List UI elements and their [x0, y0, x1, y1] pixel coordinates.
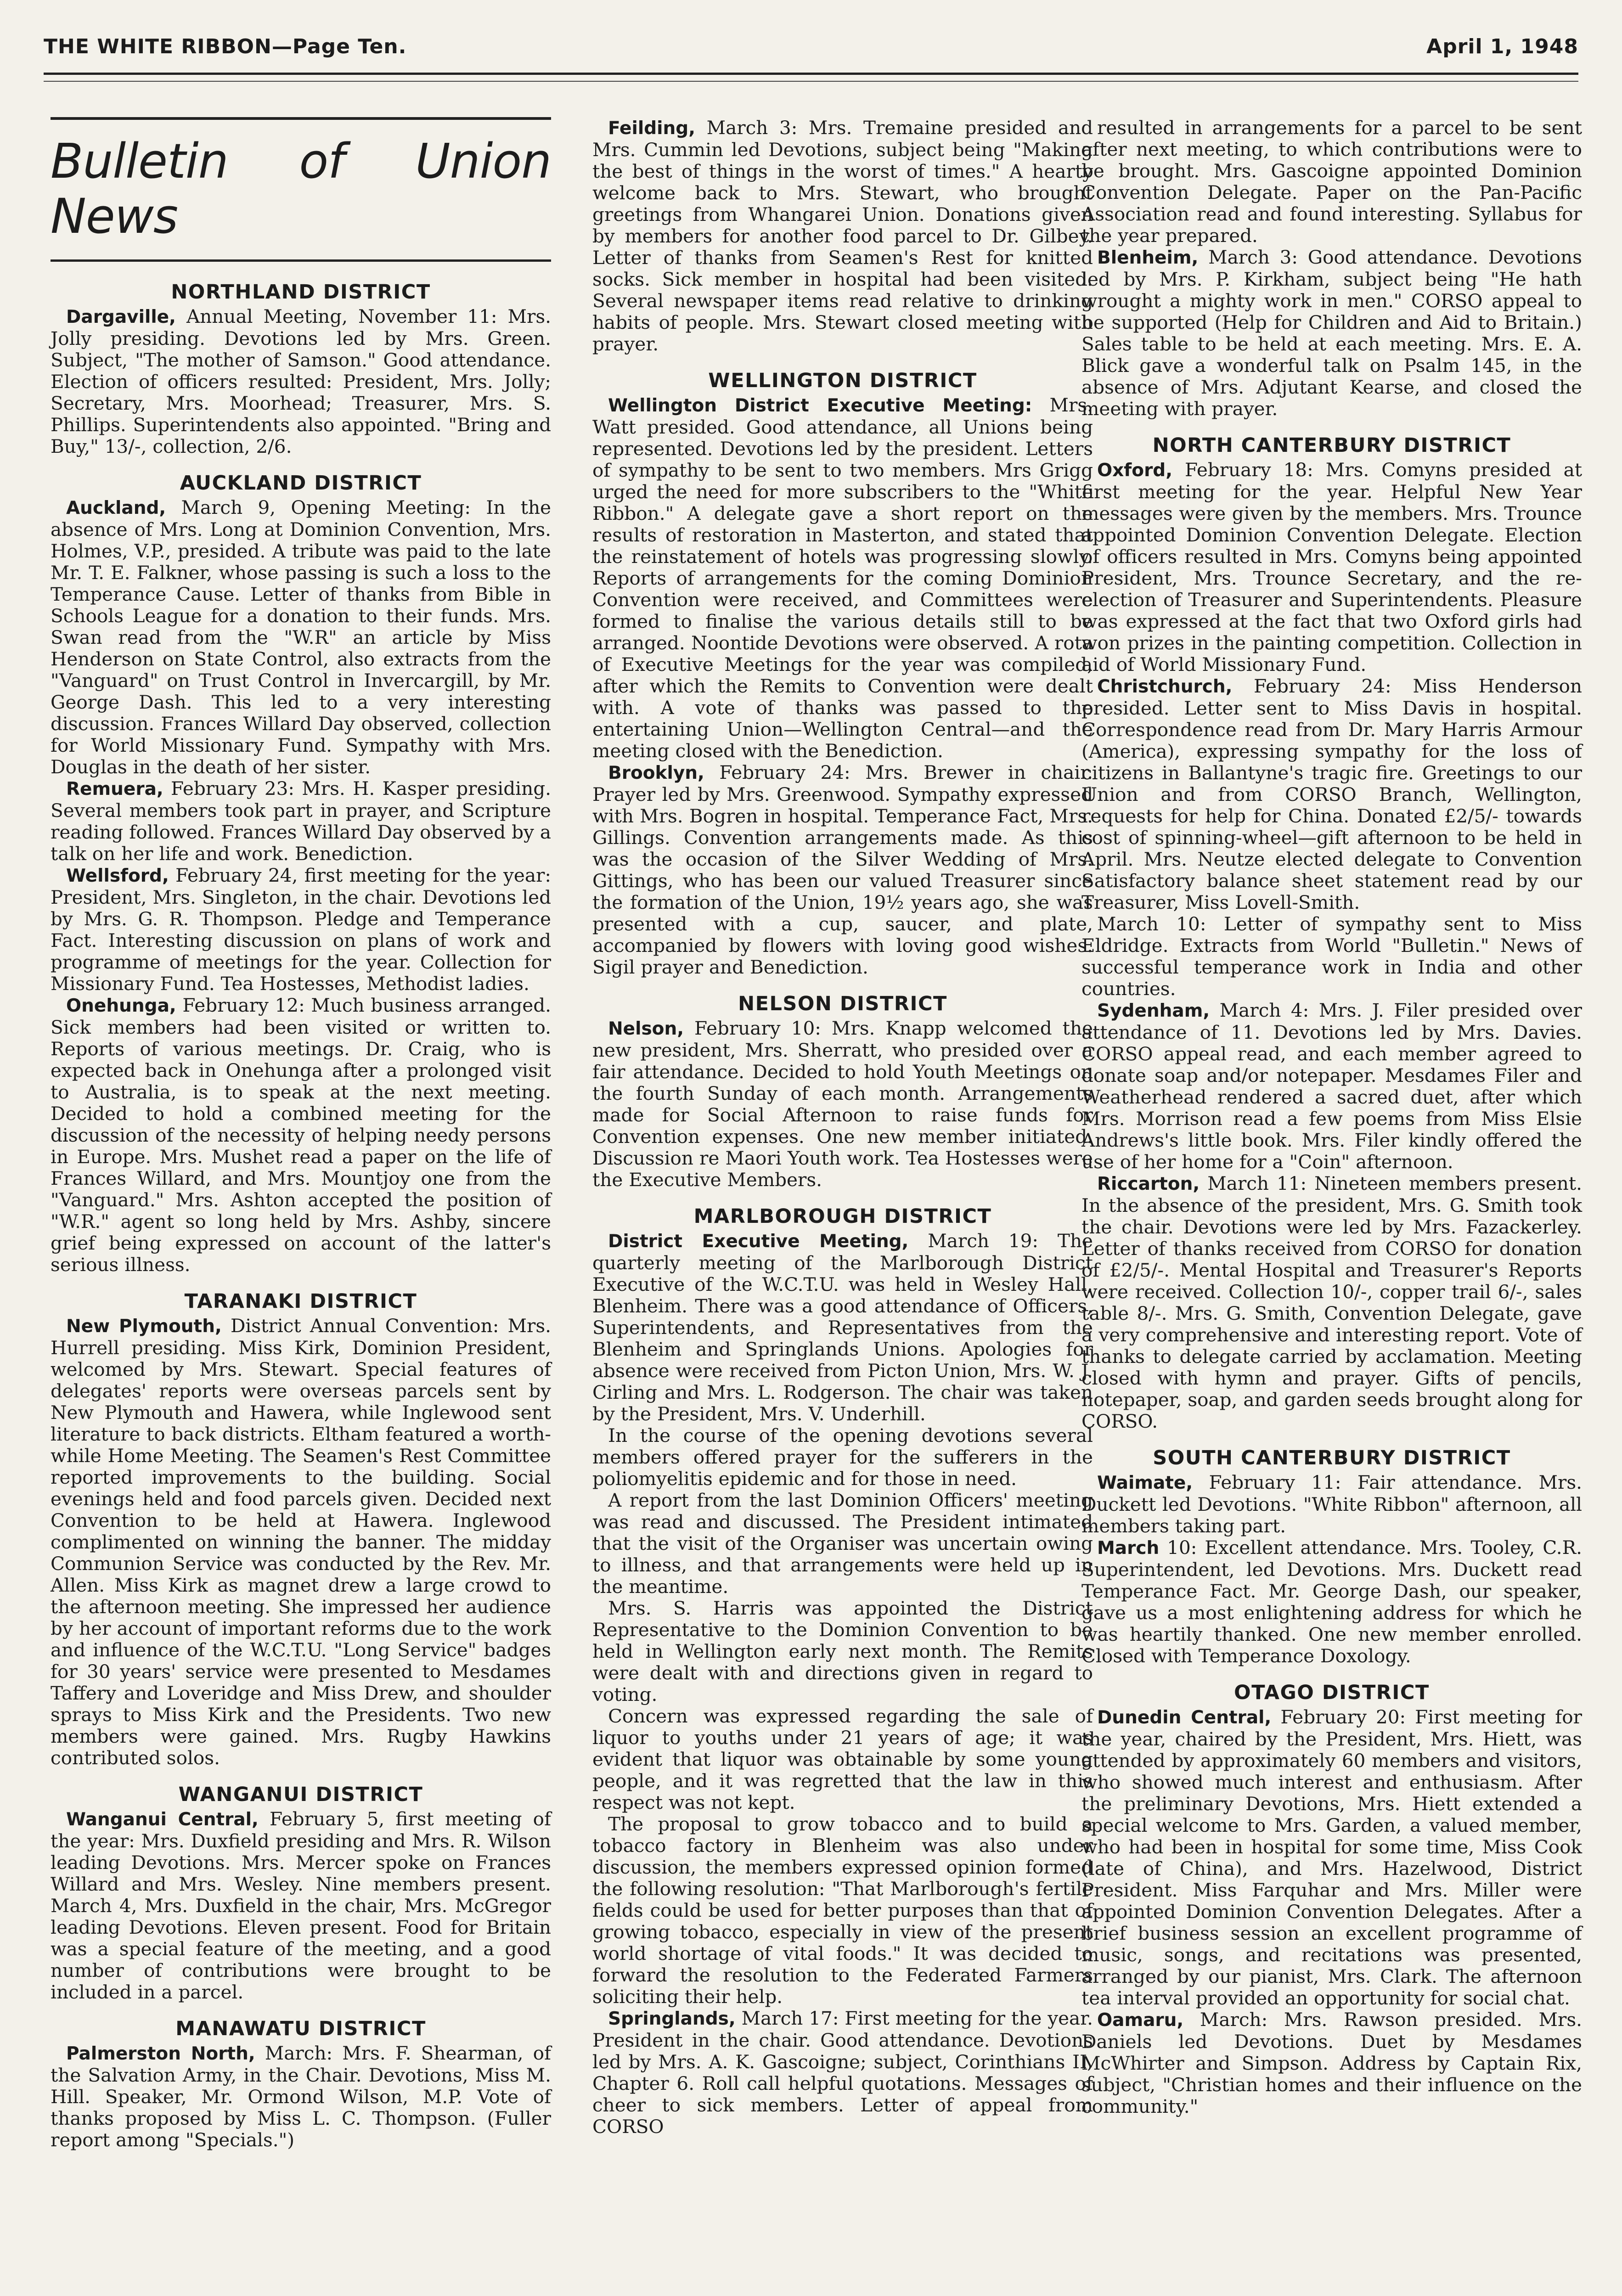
union-report [592, 1230, 1093, 1425]
union-report [1081, 117, 1582, 247]
union-name: Dunedin Central, [1097, 1707, 1272, 1728]
union-report [1081, 2009, 1582, 2117]
district-section [51, 2017, 551, 2151]
union-name: Sydenham, [1097, 1001, 1210, 1021]
union-report [592, 1425, 1093, 1490]
report-text: February 24, first meeting for the year: President, Mrs. Singleton, in the chair. Devotions led by Mrs. G. R. Thompson. Pledge and Temperance Fact. Interesting discussion on plans of work and programme of meetings for the year. Collection for Missionary Fund. Tea Hostesses, Methodist ladies. [51, 864, 551, 995]
union-name: Onehunga, [66, 996, 176, 1016]
union-name: Oxford, [1097, 460, 1173, 481]
district-heading: NORTH CANTERBURY DISTRICT [1152, 434, 1511, 457]
report-text: February 24: Mrs. Brewer in chair. Prayer led by Mrs. Greenwood. Sympathy expressed with Mrs. Bogren in hospital. Temperance Fact, Mrs. Gillings. Convention arrangements made. As this was the occasion of the Silver Wedding of Mrs. Gittings, who has been our valued Treasurer since the formation of the Union, 19½ years ago, she was presented with a cup, saucer, and plate, accompanied by flowers with loving good wishes. Sigil prayer and Benediction. [592, 761, 1093, 978]
masthead-rule [44, 73, 1578, 75]
district-heading: WANGANUI DISTRICT [178, 1783, 423, 1806]
report-text: February 18: Mrs. Comyns presided at first meeting for the year. Helpful New Year messages were given by the members. Mrs. Trounce appointed Dominion Convention Delegate. Election of officers resulted in Mrs. Comyns being appointed President, Mrs. Trounce Secretary, and the re-election of Treasurer and Superintendents. Pleasure was expressed at the fact that two Oxford girls had won prizes in the painting competition. Collection in aid of World Missionary Fund. [1081, 459, 1582, 675]
district-section [1081, 433, 1582, 1432]
district-heading: WELLINGTON DISTRICT [708, 369, 977, 392]
district-heading: TARANAKI DISTRICT [184, 1290, 417, 1313]
report-text: March: Mrs. Rawson presided. Mrs. Daniels led Devotions. Duet by Mesdames McWhirter and Simpson. Address by Captain Rix, subject, "Christian homes and their influence on the community." [1081, 2009, 1582, 2117]
district-section [1081, 1446, 1582, 1667]
union-report [1081, 1706, 1582, 2009]
union-name: Auckland, [66, 498, 166, 518]
union-name: Springlands, [608, 2009, 736, 2029]
union-report [51, 778, 551, 865]
district-heading: MARLBOROUGH DISTRICT [693, 1205, 992, 1228]
union-report [51, 306, 551, 457]
column-3 [1081, 117, 1582, 2131]
union-name: Remuera, [66, 779, 163, 799]
union-report [1081, 1173, 1582, 1432]
union-report [592, 1705, 1093, 1813]
union-report [1081, 247, 1582, 420]
report-text: March 19: The quarterly meeting of the Marlborough District Executive of the W.C.T.U. was held in Wesley Hall, Blenheim. There was a good attendance of Officers, Superintendents, and Representatives from the Blenheim and Springlands Unions. Apologies for absence were received from Picton Union, Mrs. W. J. Cirling and Mrs. L. Rodgerson. The chair was taken by the President, Mrs. V. Underhill. [592, 1230, 1093, 1425]
report-text: Annual Meeting, November 11: Mrs. Jolly presiding. Devotions led by Mrs. Green. Subject, "The mother of Samson." Good attendance. Election of officers resulted: President, Mrs. Jolly; Secretary, Mrs. Moorhead; Treasurer, Mrs. S. Phillips. Superintendents also appointed. "Bring and Buy," 13/-, collection, 2/6. [51, 305, 551, 457]
district-section [592, 1204, 1093, 2138]
report-text: February 5, first meeting of the year: Mrs. Duxfield presiding and Mrs. R. Wilson leading Devotions. Mrs. Mercer spoke on Frances Willard and Mrs. Wesley. Nine members present. March 4, Mrs. Duxfield in the chair, Mrs. McGregor leading Devotions. Eleven present. Food for Britain was a special feature of the meeting, and a good number of contributions were brought to be included in a parcel. [51, 1808, 551, 2003]
union-name: Wellington District Executive Meeting: [608, 395, 1032, 416]
district-section [1081, 117, 1582, 420]
union-name: District Executive Meeting, [608, 1231, 909, 1252]
union-report [51, 1808, 551, 2003]
union-name: Blenheim, [1097, 248, 1199, 268]
report-text: March 3: Good attendance. Devotions led by Mrs. P. Kirkham, subject being "He hath wrought a mighty work in men." CORSO appeal to be supported (Help for Children and Aid to Britain.) Sales table to be held at each meeting. Mrs. E. A. Blick gave a wonderful talk on Psalm 145, in the absence of Mrs. Adjutant Kearse, and closed the meeting with prayer. [1081, 246, 1582, 420]
union-report [1081, 675, 1582, 913]
report-text: March: Mrs. F. Shearman, of the Salvation Army, in the Chair. Devotions, Miss M. Hill. Speaker, Mr. Ormond Wilson, M.P. Vote of thanks proposed by Miss L. C. Thompson. (Fuller report among "Specials.") [51, 2042, 551, 2151]
district-section [51, 1289, 551, 1769]
union-report [592, 762, 1093, 978]
union-report [51, 1315, 551, 1769]
union-report [1081, 459, 1582, 675]
union-name: Christchurch, [1097, 676, 1233, 697]
report-text: resulted in arrangements for a parcel to be sent after next meeting, to which contributions were to be brought. Mrs. Gascoigne appointed Dominion Convention Delegate. Paper on the Pan-Pacific Association read and found interesting. Syllabus for the year prepared. [1081, 117, 1582, 247]
report-text: February 24: Miss Henderson presided. Letter sent to Miss Davis in hospital. Correspondence read from Dr. Mary Harris Armour (America), expressing sympathy for the loss of citizens in Ballantyne's tragic fire. Greetings to our Union and from CORSO Branch, Wellington, requests for help for China. Donated £2/5/- towards cost of spinning-wheel—gift afternoon to be held in April. Mrs. Neutze elected delegate to Convention Satisfactory balance sheet statement read by our Treasurer, Miss Lovell-Smith. [1081, 675, 1582, 913]
district-heading: NELSON DISTRICT [738, 992, 947, 1015]
union-report [592, 1018, 1093, 1191]
masthead [44, 27, 1578, 68]
district-section [1081, 1681, 1582, 2117]
report-text: March 11: Nineteen members present. In the absence of the president, Mrs. G. Smith took the chair. Devotions were led by Mrs. Fazackerley. Letter of thanks received from CORSO for donation of £2/5/-. Mental Hospital and Treasurer's Reports were received. Collection 10/-, copper trail 6/-, sales table 8/-. Mrs. G. Smith, Convention Delegate, gave a very comprehensive and interesting report. Vote of thanks to delegate carried by acclamation. Meeting closed with hymn and prayer. Gifts of pencils, notepaper, soap, and garden seeds brought along for CORSO. [1081, 1172, 1582, 1432]
report-text: March 10: Letter of sympathy sent to Miss Eldridge. Extracts from World "Bulletin." News of successful temperance work in India and other countries. [1081, 913, 1582, 1000]
union-report [1081, 1537, 1582, 1667]
union-report [51, 865, 551, 995]
union-name: Brooklyn, [608, 763, 704, 783]
union-report [592, 1813, 1093, 2008]
union-name: Riccarton, [1097, 1174, 1200, 1194]
union-name: Wanganui Central, [66, 1809, 259, 1830]
report-text: February 10: Mrs. Knapp welcomed the new president, Mrs. Sherratt, who presided over a fair attendance. Decided to hold Youth Meetings on the fourth Sunday of each month. Arrangements made for Social Afternoon to raise funds for Convention expenses. One new member initiated. Discussion re Maori Youth work. Tea Hostesses were the Executive Members. [592, 1017, 1093, 1191]
union-name: New Plymouth, [66, 1316, 222, 1337]
union-name: March [1097, 1538, 1160, 1559]
report-text: March 17: First meeting for the year. President in the chair. Good attendance. Devotions led by Mrs. A. K. Gascoigne; subject, Corinthians II, Chapter 6. Roll call helpful quotations. Messages of cheer to sick members. Letter of appeal from CORSO [592, 2007, 1093, 2138]
district-section [51, 280, 551, 457]
report-text: March 9, Opening Meeting: In the absence of Mrs. Long at Dominion Convention, Mrs. Holmes, V.P., presided. A tribute was paid to the late Mr. T. E. Falkner, whose passing is such a loss to the Temperance Cause. Letter of thanks from Bible in Schools League for a donation to their funds. Mrs. Swan read from the "W.R" an article by Miss Henderson on State Control, also extracts from the "Vanguard" on Trust Control in Invercargill, by Mr. George Dash. This led to a very interesting discussion. Frances Willard Day observed, collection for World Missionary Fund. Sympathy with Mrs. Douglas in the death of her sister. [51, 496, 551, 778]
union-report [51, 2043, 551, 2151]
report-text: Mrs. S. Harris was appointed the District Representative to the Dominion Convention to be held in Wellington early next month. The Remits were dealt with and directions given in regard to voting. [592, 1597, 1093, 1705]
district-heading: MANAWATU DISTRICT [175, 2017, 426, 2040]
report-text: 10: Excellent attendance. Mrs. Tooley, C.R. Superintendent, led Devotions. Mrs. Duckett read Temperance Fact. Mr. George Dash, our speaker, gave us a most enlightening address for which he was heartily thanked. One new member enrolled. Closed with Temperance Doxology. [1081, 1536, 1582, 1667]
district-heading: SOUTH CANTERBURY DISTRICT [1153, 1446, 1511, 1469]
column-1 [51, 117, 551, 2165]
union-report [592, 1490, 1093, 1598]
union-name: Palmerston North, [66, 2043, 255, 2064]
union-name: Wellsford, [66, 866, 169, 886]
union-report [1081, 1000, 1582, 1173]
report-text: The proposal to grow tobacco and to build a tobacco factory in Blenheim was also under discussion, the members expressed opinion formed the following resolution: "That Marlborough's fertile fields could be used for better purposes than that of growing tobacco, especially in view of the present world shortage of vital foods." It was decided to forward the resolution to the Federated Farmers soliciting their help. [592, 1813, 1093, 2008]
report-text: March 4: Mrs. J. Filer presided over attendance of 11. Devotions led by Mrs. Davies. CORSO appeal read, and each member agreed to donate soap and/or notepaper. Mesdames Filer and Weatherhead rendered a sacred duet, after which Mrs. Morrison read a few poems from Miss Elsie Andrews's little book. Mrs. Filer kindly offered the use of her home for a "Coin" afternoon. [1081, 999, 1582, 1173]
bulletin-title: Bulletin of Union News [51, 133, 551, 244]
report-text: March 3: Mrs. Tremaine presided and Mrs. Cummin led Devotions, subject being "Making the best of things in the worst of times." A hearty welcome back to Mrs. Stewart, who brought greetings from Whangarei Union. Donations given by members for another food parcel to Dr. Gilbey. Letter of thanks from Seamen's Rest for knitted socks. Sick member in hospital had been visited. Several newspaper items read relative to drinking habits of people. Mrs. Stewart closed meeting with prayer. [592, 117, 1093, 355]
union-report [592, 394, 1093, 762]
union-report [592, 2008, 1093, 2138]
district-section [592, 992, 1093, 1191]
issue-date: April 1, 1948 [1426, 35, 1578, 58]
report-text: February 11: Fair attendance. Mrs. Duckett led Devotions. "White Ribbon" afternoon, all members taking part. [1081, 1471, 1582, 1537]
column-2 [592, 117, 1093, 2151]
district-section [592, 369, 1093, 978]
union-report [51, 995, 551, 1276]
union-report [1081, 1472, 1582, 1537]
district-heading: AUCKLAND DISTRICT [180, 472, 422, 495]
report-text: In the course of the opening devotions several members offered prayer for the sufferers in the poliomyelitis epidemic and for those in need. [592, 1424, 1093, 1490]
union-report [592, 117, 1093, 355]
union-report [1081, 913, 1582, 1000]
bulletin-banner [51, 117, 551, 262]
district-section [592, 117, 1093, 355]
district-section [51, 1783, 551, 2003]
union-report [592, 1598, 1093, 1705]
union-name: Dargaville, [66, 307, 176, 327]
union-report [51, 497, 551, 778]
report-text: February 12: Much business arranged. Sick members had been visited or written to. Reports of various meetings. Dr. Craig, who is expected back in Onehunga after a prolonged visit to Australia, is to speak at the next meeting. Decided to hold a combined meeting for the discussion of the necessity of helping needy persons in Europe. Mrs. Mushet read a paper on the life of Frances Willard, and Mrs. Mountjoy one from the "Vanguard." Mrs. Ashton accepted the position of "W.R." agent so long held by Mrs. Ashby, sincere grief being expressed on account of the latter's serious illness. [51, 994, 551, 1276]
report-text: February 23: Mrs. H. Kasper presiding. Several members took part in prayer, and Scripture reading followed. Frances Willard Day observed by a talk on her life and work. Benediction. [51, 777, 551, 865]
district-heading: NORTHLAND DISTRICT [171, 281, 431, 304]
union-name: Waimate, [1097, 1473, 1193, 1493]
union-name: Feilding, [608, 118, 696, 139]
union-name: Nelson, [608, 1019, 684, 1039]
publication-title: THE WHITE RIBBON—Page Ten. [44, 35, 407, 58]
report-text: A report from the last Dominion Officers' meeting was read and discussed. The President intimated that the visit of the Organiser was uncertain owing to illness, and that arrangements were held up in the meantime. [592, 1489, 1093, 1598]
report-text: Mrs. Watt presided. Good attendance, all Unions being represented. Devotions led by the president. Letters of sympathy to be sent to two members. Mrs Grigg urged the need for more subscribers to the "White Ribbon." A delegate gave a short report on the results of restoration in Masterton, and stated that the reinstatement of hotels was progressing slowly. Reports of arrangements for the coming Dominion Convention were received, and Committees were formed to finalise the various details still to be arranged. Noontide Devotions were observed. A rota of Executive Meetings for the year was compiled, after which the Remits to Convention were dealt with. A vote of thanks was passed to the entertaining Union—Wellington Central—and the meeting closed with the Benediction. [592, 394, 1093, 762]
report-text: Concern was expressed regarding the sale of liquor to youths under 21 years of age; it was evident that liquor was obtainable by some young people, and it was regretted that the law in this respect was not kept. [592, 1705, 1093, 1813]
district-section [51, 471, 551, 1276]
masthead-rule-thin [44, 81, 1578, 82]
report-text: District Annual Convention: Mrs. Hurrell presiding. Miss Kirk, Dominion President, welcomed by Mrs. Stewart. Special features of delegates' reports were overseas parcels sent by New Plymouth and Hawera, while Inglewood sent literature to back districts. Eltham featured a worth-while Home Meeting. The Seamen's Rest Committee reported improvements to the building. Social evenings held and food parcels given. Decided next Convention to be held at Hawera. Inglewood complimented on winning the banner. The midday Communion Service was conducted by the Rev. Mr. Allen. Miss Kirk as magnet drew a large crowd to the afternoon meeting. She impressed her audience by her account of important reforms due to the work and influence of the W.C.T.U. "Long Service" badges for 30 years' service were presented to Mesdames Taffery and Loveridge and Miss Drew, and shoulder sprays to Miss Kirk and the Presidents. Two new members were gained. Mrs. Rugby Hawkins contributed solos. [51, 1315, 551, 1769]
report-text: February 20: First meeting for the year, chaired by the President, Mrs. Hiett, was attended by approximately 60 members and visitors, who showed much interest and enthusiasm. After the preliminary Devotions, Mrs. Hiett extended a special welcome to Mrs. Garden, a valued member, who had been in hospital for some time, Miss Cook (late of China), and Mrs. Hazelwood, District President. Miss Farquhar and Mrs. Miller were appointed Dominion Convention Delegates. After a brief business session an excellent programme of music, songs, and recitations was presented, arranged by our pianist, Mrs. Clark. The afternoon tea interval provided an opportunity for social chat. [1081, 1706, 1582, 2009]
union-name: Oamaru, [1097, 2010, 1184, 2031]
district-heading: OTAGO DISTRICT [1234, 1681, 1430, 1704]
